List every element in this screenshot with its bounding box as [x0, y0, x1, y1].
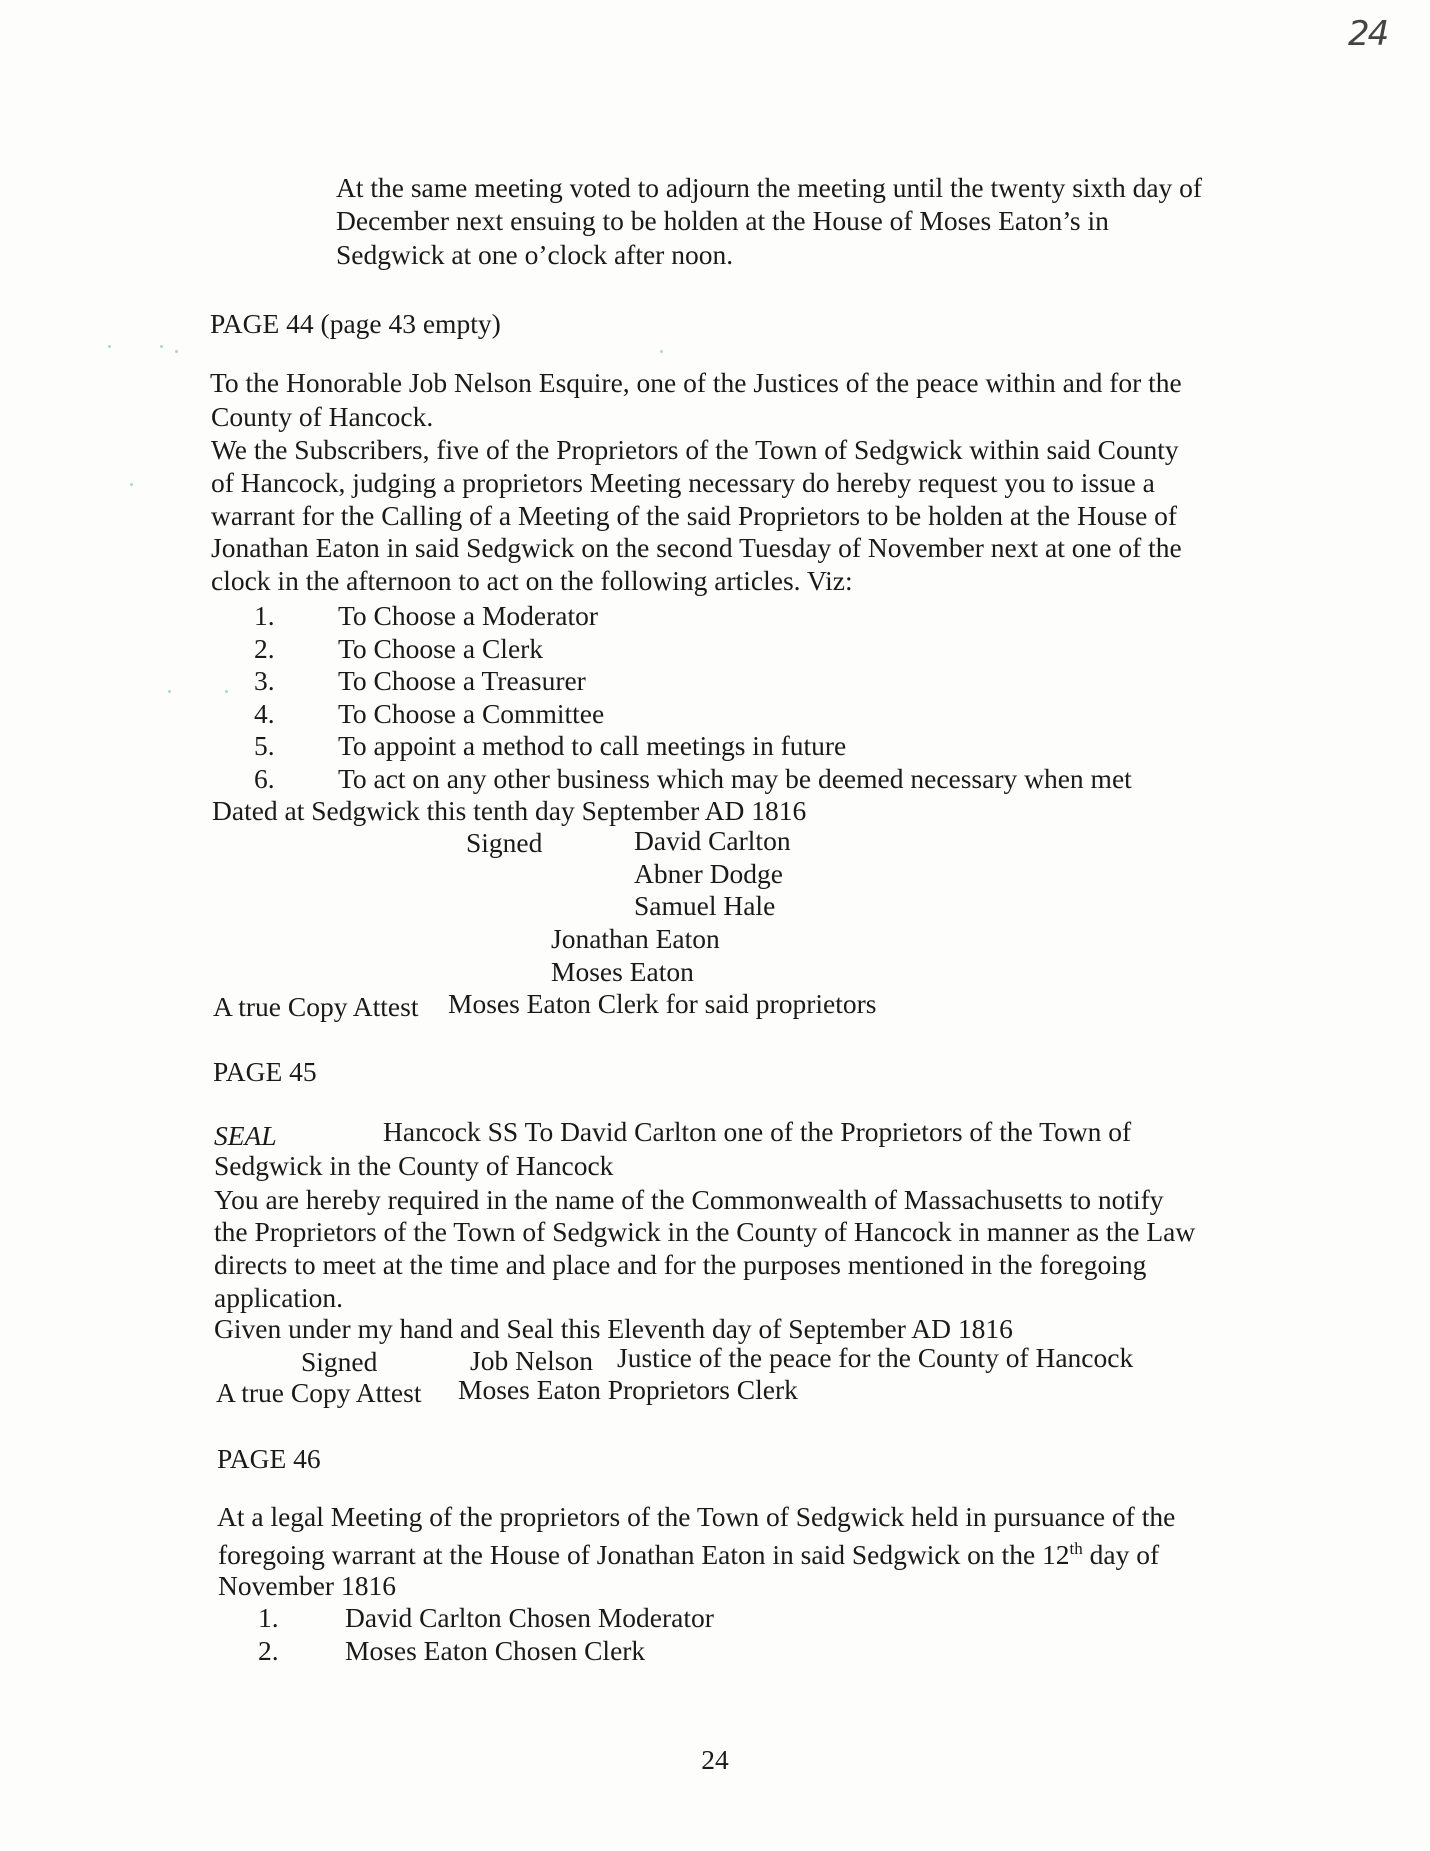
list-item — [254, 633, 1254, 666]
ordinal-suffix: th — [1069, 1539, 1083, 1558]
petition-line-1: To the Honorable Job Nelson Esquire, one of the Justices of the peace within and for the — [210, 367, 1182, 398]
scan-speck — [660, 350, 663, 353]
list-item — [258, 1635, 1158, 1668]
warrant-line-7: Given under my hand and Seal this Eleventh day of September AD 1816 — [214, 1313, 1013, 1344]
scan-speck — [225, 690, 228, 693]
footer-page-number: 24 — [701, 1744, 729, 1775]
article-number: 1. — [254, 600, 275, 631]
attest-label: A true Copy Attest — [213, 991, 419, 1022]
scan-speck — [168, 690, 171, 693]
warrant-signer-title: Justice of the peace for the County of Hancock — [617, 1342, 1134, 1373]
meeting-line-2 — [218, 1533, 1159, 1571]
outcome-number: 2. — [258, 1634, 279, 1666]
list-item — [254, 763, 1254, 796]
seal-label: SEAL — [214, 1120, 277, 1151]
handwritten-page-number: 24 — [1348, 14, 1388, 54]
list-item — [254, 600, 1254, 633]
article-number: 6. — [254, 762, 275, 794]
signer-name: Moses Eaton — [551, 956, 694, 987]
dated-line: Dated at Sedgwick this tenth day September AD 1816 — [212, 795, 807, 826]
scan-speck — [160, 345, 163, 348]
signed-label: Signed — [466, 827, 543, 858]
outcome-text: Moses Eaton Chosen Clerk — [345, 1634, 646, 1666]
warrant-line-4: the Proprietors of the Town of Sedgwick in the County of Hancock in manner as the Law — [214, 1216, 1196, 1247]
warrant-line-6: application. — [214, 1282, 344, 1313]
page-45-heading: PAGE 45 — [213, 1056, 317, 1087]
list-item — [254, 698, 1254, 731]
page-44-heading: PAGE 44 (page 43 empty) — [210, 308, 501, 339]
outcome-number: 1. — [258, 1602, 279, 1633]
petition-line-4: of Hancock, judging a proprietors Meeting necessary do hereby request you to issue a — [211, 467, 1155, 498]
article-number: 2. — [254, 632, 275, 664]
signer-name: Abner Dodge — [634, 858, 783, 889]
article-text: To appoint a method to call meetings in future — [338, 730, 847, 761]
page-46-heading: PAGE 46 — [217, 1443, 321, 1474]
meeting-line-2-text: foregoing warrant at the House of Jonathan Eaton in said Sedgwick on the 12 — [218, 1539, 1070, 1571]
meeting-line-1: At a legal Meeting of the proprietors of the Town of Sedgwick held in pursuance of the — [217, 1501, 1176, 1532]
scan-speck — [175, 350, 178, 353]
outcome-text: David Carlton Chosen Moderator — [345, 1602, 714, 1633]
article-number: 3. — [254, 665, 275, 696]
meeting-line-3: November 1816 — [218, 1570, 396, 1601]
warrant-line-3: You are hereby required in the name of the Commonwealth of Massachusetts to notify — [214, 1184, 1164, 1215]
list-item — [254, 665, 1254, 698]
warrant-line-5: directs to meet at the time and place and for the purposes mentioned in the foregoing — [214, 1249, 1147, 1280]
adjourn-line-1: At the same meeting voted to adjourn the meeting until the twenty sixth day of — [336, 172, 1203, 203]
meeting-line-2-end: day of — [1082, 1539, 1160, 1571]
petition-line-5: warrant for the Calling of a Meeting of the said Proprietors to be holden at the House of — [211, 500, 1178, 531]
petition-line-6: Jonathan Eaton in said Sedgwick on the second Tuesday of November next at one of the — [211, 532, 1182, 563]
article-text: To act on any other business which may be deemed necessary when met — [338, 762, 1132, 794]
article-text: To Choose a Clerk — [338, 632, 544, 664]
article-text: To Choose a Moderator — [338, 600, 599, 631]
petition-line-2: County of Hancock. — [211, 401, 434, 432]
signer-name: David Carlton — [634, 825, 791, 856]
attest-text: Moses Eaton Clerk for said proprietors — [448, 988, 877, 1019]
petition-line-7: clock in the afternoon to act on the following articles. Viz: — [211, 565, 853, 596]
article-text: To Choose a Committee — [338, 697, 605, 729]
warrant-attest-label: A true Copy Attest — [216, 1377, 422, 1408]
adjourn-line-2: December next ensuing to be holden at the House of Moses Eaton’s in — [336, 205, 1109, 236]
article-number: 4. — [254, 697, 275, 729]
article-text: To Choose a Treasurer — [338, 665, 586, 696]
signer-name: Samuel Hale — [634, 890, 776, 921]
adjourn-line-3: Sedgwick at one o’clock after noon. — [336, 239, 734, 270]
warrant-line-1: Hancock SS To David Carlton one of the Proprietors of the Town of — [383, 1116, 1132, 1147]
warrant-signed-label: Signed — [301, 1346, 378, 1377]
list-item — [254, 730, 1254, 763]
signer-name: Jonathan Eaton — [551, 923, 720, 954]
petition-line-3: We the Subscribers, five of the Proprietors of the Town of Sedgwick within said County — [211, 434, 1179, 465]
warrant-signer: Job Nelson — [470, 1345, 593, 1376]
scan-speck — [108, 345, 111, 348]
outcomes-list — [258, 1602, 1158, 1667]
list-item — [258, 1602, 1158, 1635]
articles-list — [254, 600, 1254, 795]
scan-speck — [130, 483, 133, 486]
warrant-attest-text: Moses Eaton Proprietors Clerk — [458, 1374, 798, 1405]
warrant-line-2: Sedgwick in the County of Hancock — [214, 1150, 614, 1181]
article-number: 5. — [254, 730, 275, 761]
